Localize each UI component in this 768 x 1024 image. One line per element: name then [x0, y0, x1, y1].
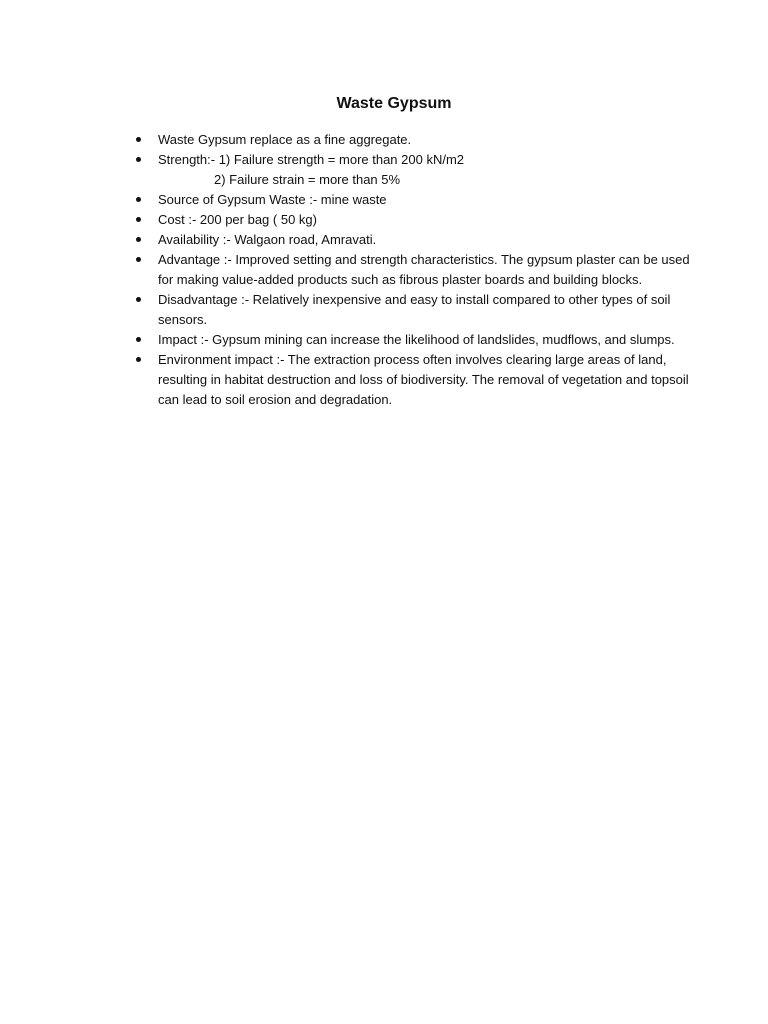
list-item-text: Availability :- Walgaon road, Amravati. — [158, 232, 377, 247]
list-item-text: Impact :- Gypsum mining can increase the likelihood of landslides, mudflows, and slumps. — [158, 332, 675, 347]
list-item-text: Advantage :- Improved setting and strength characteristics. The gypsum plaster can be used for making value-added products such as fibrous plaster boards and building blocks. — [158, 252, 690, 287]
bullet-list — [134, 130, 694, 410]
list-item-availability — [134, 230, 694, 250]
list-item-text: Disadvantage :- Relatively inexpensive and easy to install compared to other types of soil sensors. — [158, 292, 671, 327]
list-item-impact — [134, 330, 694, 350]
list-item-advantage — [134, 250, 694, 290]
list-item-environment-impact — [134, 350, 694, 410]
list-item-text: Waste Gypsum replace as a fine aggregate. — [158, 132, 412, 147]
list-item-source — [134, 190, 694, 210]
list-item-strength — [134, 150, 694, 190]
list-item-subline: 2) Failure strain = more than 5% — [214, 172, 401, 187]
list-item-text: Source of Gypsum Waste :- mine waste — [158, 192, 387, 207]
document-title: Waste Gypsum — [336, 95, 452, 112]
list-item-cost — [134, 210, 694, 230]
list-item-disadvantage — [134, 290, 694, 330]
list-item-text: Strength:- 1) Failure strength = more than 200 kN/m2 — [158, 152, 465, 167]
list-item-text: Environment impact :- The extraction process often involves clearing large areas of land, resulting in habitat destruction and loss of biodiversity. The removal of vegetation and topsoil can lead to soil erosion and degradation. — [158, 352, 689, 407]
list-item-text: Cost :- 200 per bag ( 50 kg) — [158, 212, 317, 227]
list-item-gypsum-use — [134, 130, 694, 150]
